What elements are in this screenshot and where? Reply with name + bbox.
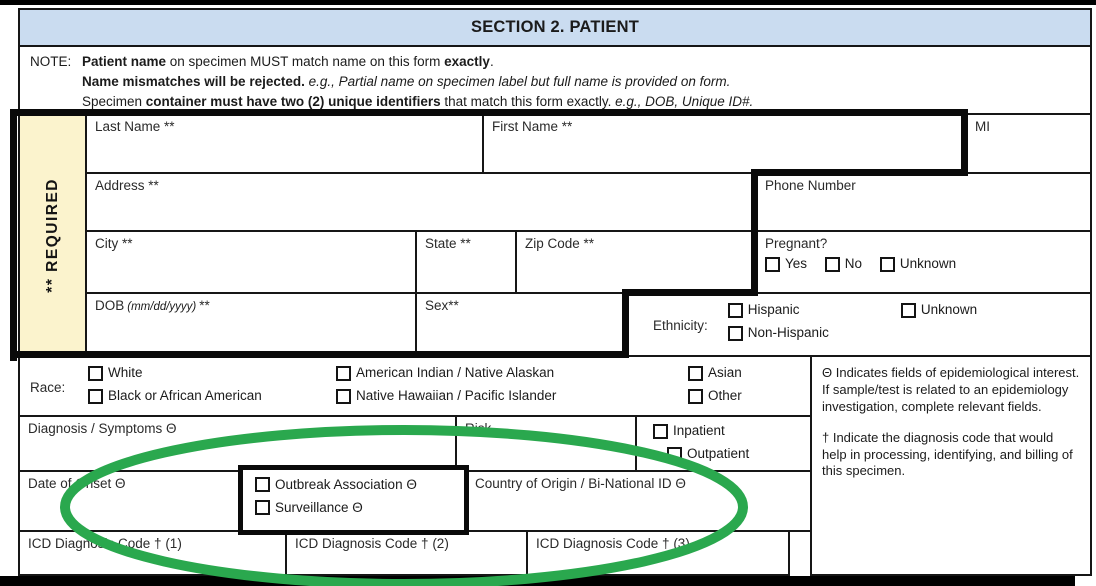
- zip-code-field[interactable]: [515, 230, 757, 294]
- country-of-origin-label: Country of Origin / Bi-National ID Θ: [475, 476, 686, 491]
- required-label: ** REQUIRED: [43, 177, 61, 293]
- date-of-onset-field[interactable]: [18, 470, 242, 532]
- race-other-option[interactable]: [688, 388, 742, 405]
- race-column-1: [88, 365, 336, 411]
- pregnant-unknown-checkbox-icon[interactable]: [880, 257, 895, 272]
- first-name-field[interactable]: [482, 113, 967, 174]
- required-border-top: [10, 109, 968, 116]
- ethnicity-hispanic-column: [728, 302, 829, 348]
- required-border-step-2: [622, 289, 758, 296]
- icd-code-3-field[interactable]: [526, 530, 790, 576]
- race-field: [18, 355, 812, 417]
- race-white-option[interactable]: [88, 365, 336, 382]
- city-field[interactable]: [85, 230, 417, 294]
- outbreak-association-label: Outbreak Association Θ: [275, 477, 417, 492]
- ethnicity-non-hispanic-checkbox-icon[interactable]: [728, 326, 743, 341]
- note-line3-text1: Specimen: [82, 93, 146, 109]
- pregnant-unknown-option[interactable]: [880, 256, 956, 273]
- dob-label: DOB: [95, 298, 125, 313]
- race-other-label: Other: [708, 387, 742, 403]
- note-line2-italic: e.g., Partial name on specimen label but full name is provided on form.: [304, 73, 731, 89]
- ethnicity-hispanic-checkbox-icon[interactable]: [728, 303, 743, 318]
- note-line-1: [82, 54, 1080, 71]
- race-asian-option[interactable]: [688, 365, 742, 382]
- note-line2-bold: Name mismatches will be rejected.: [82, 73, 305, 89]
- pregnant-label: Pregnant?: [765, 236, 828, 251]
- risk-field[interactable]: [455, 415, 637, 472]
- patient-status-field: [635, 415, 812, 472]
- note-body: [82, 54, 1080, 109]
- pregnant-yes-label: Yes: [785, 255, 808, 271]
- outpatient-label: Outpatient: [687, 445, 750, 461]
- middle-initial-label: MI: [975, 119, 990, 134]
- required-border-right-middle: [751, 169, 758, 296]
- note-line3-italic: e.g., DOB, Unique ID#.: [615, 93, 754, 109]
- first-name-label: First Name **: [492, 119, 573, 134]
- pregnant-field: [755, 230, 1092, 294]
- dob-field[interactable]: [85, 292, 417, 357]
- race-american-indian-option[interactable]: [336, 365, 688, 382]
- race-asian-label: Asian: [708, 365, 742, 380]
- note-label: NOTE:: [30, 54, 72, 69]
- race-black-option[interactable]: [88, 388, 336, 405]
- pregnant-unknown-label: Unknown: [899, 255, 957, 271]
- outbreak-surveillance-box: [238, 465, 469, 535]
- bottom-rule: [0, 576, 1075, 586]
- note-box: [18, 45, 1092, 115]
- top-rule: [0, 0, 1096, 5]
- surveillance-checkbox-icon[interactable]: [255, 500, 270, 515]
- last-name-label: Last Name **: [95, 119, 175, 134]
- ethnicity-unknown-checkbox-icon[interactable]: [901, 303, 916, 318]
- race-label: Race:: [30, 379, 66, 395]
- race-american-indian-label: American Indian / Native Alaskan: [356, 365, 555, 380]
- sidebar-notes: [810, 355, 1092, 576]
- icd-code-1-label: ICD Diagnosis Code † (1): [28, 536, 182, 551]
- zip-code-label: Zip Code **: [525, 236, 595, 251]
- state-field[interactable]: [415, 230, 517, 294]
- dob-required-mark: **: [199, 298, 210, 313]
- required-border-step-1: [751, 169, 968, 176]
- icd-code-2-label: ICD Diagnosis Code † (2): [295, 536, 449, 551]
- note-line3-text2: that match this form exactly.: [440, 93, 616, 109]
- outbreak-association-checkbox-icon[interactable]: [255, 477, 270, 492]
- race-column-3: [688, 365, 742, 411]
- ethnicity-hispanic-option[interactable]: [728, 302, 829, 319]
- address-label: Address **: [95, 178, 159, 193]
- ethnicity-label: Ethnicity:: [653, 318, 708, 334]
- phone-number-field[interactable]: [755, 172, 1092, 232]
- diagnosis-symptoms-field[interactable]: [18, 415, 457, 472]
- last-name-field[interactable]: [85, 113, 484, 174]
- race-native-hawaiian-label: Native Hawaiian / Pacific Islander: [356, 387, 557, 403]
- race-black-label: Black or African American: [108, 387, 262, 403]
- phone-number-label: Phone Number: [765, 178, 856, 193]
- note-line1-text: on specimen MUST match name on this form: [166, 54, 445, 69]
- dob-format-hint: (mm/dd/yyyy): [127, 301, 197, 313]
- note-line1-bold2: exactly: [444, 54, 490, 69]
- race-column-2: [336, 365, 688, 411]
- required-border-right-upper: [961, 109, 968, 176]
- risk-label: Risk: [465, 421, 492, 436]
- race-black-checkbox-icon[interactable]: [88, 389, 103, 404]
- surveillance-label: Surveillance Θ: [275, 500, 363, 515]
- pregnant-no-checkbox-icon[interactable]: [825, 257, 840, 272]
- address-field[interactable]: [85, 172, 757, 232]
- section-header: [18, 8, 1092, 47]
- ethnicity-non-hispanic-label: Non-Hispanic: [747, 324, 829, 340]
- race-asian-checkbox-icon[interactable]: [688, 366, 703, 381]
- race-white-checkbox-icon[interactable]: [88, 366, 103, 381]
- note-line1-period: .: [489, 54, 494, 69]
- outpatient-option[interactable]: [667, 446, 802, 463]
- note-line-2: [82, 74, 1080, 91]
- icd-code-1-field[interactable]: [18, 530, 287, 576]
- icd-code-2-field[interactable]: [285, 530, 528, 576]
- pregnant-no-label: No: [844, 255, 863, 271]
- city-label: City **: [95, 236, 133, 251]
- date-of-onset-label: Date of Onset Θ: [28, 476, 126, 491]
- race-native-hawaiian-checkbox-icon[interactable]: [336, 389, 351, 404]
- required-border-bottom: [10, 351, 629, 358]
- ethnicity-unknown-option[interactable]: [901, 302, 977, 319]
- section-title: SECTION 2. PATIENT: [470, 18, 639, 37]
- pregnant-yes-checkbox-icon[interactable]: [765, 257, 780, 272]
- note-line3-bold: container must have two (2) unique identifiers: [145, 93, 441, 109]
- required-border-left: [10, 109, 17, 361]
- sex-label: Sex**: [425, 298, 459, 313]
- race-white-label: White: [108, 365, 143, 380]
- theta-note: Θ Indicates fields of epidemiological interest. If sample/test is related to an epidemiology investigation, complete relevant fields.: [822, 365, 1080, 414]
- outpatient-checkbox-icon[interactable]: [667, 447, 682, 462]
- pregnant-yes-option[interactable]: [765, 256, 807, 273]
- ethnicity-unknown-label: Unknown: [920, 302, 978, 317]
- race-native-hawaiian-option[interactable]: [336, 388, 688, 405]
- ethnicity-non-hispanic-option[interactable]: [728, 325, 829, 342]
- diagnosis-symptoms-label: Diagnosis / Symptoms Θ: [28, 421, 177, 436]
- state-label: State **: [425, 236, 471, 251]
- ethnicity-field: [625, 292, 1092, 357]
- surveillance-option[interactable]: [255, 500, 452, 515]
- pregnant-no-option[interactable]: [825, 256, 862, 273]
- dagger-note: † Indicate the diagnosis code that would help in processing, identifying, and billing of this specimen.: [822, 429, 1073, 479]
- required-border-right-lower: [622, 289, 629, 358]
- inpatient-option[interactable]: [653, 423, 802, 440]
- country-of-origin-field[interactable]: [465, 470, 812, 532]
- outbreak-association-option[interactable]: [255, 477, 452, 492]
- icd-code-3-label: ICD Diagnosis Code † (3): [536, 536, 690, 551]
- race-american-indian-checkbox-icon[interactable]: [336, 366, 351, 381]
- race-other-checkbox-icon[interactable]: [688, 389, 703, 404]
- ethnicity-hispanic-label: Hispanic: [747, 302, 800, 317]
- note-line1-bold1: Patient name: [82, 54, 167, 69]
- required-strip: [18, 113, 87, 357]
- inpatient-checkbox-icon[interactable]: [653, 424, 668, 439]
- sex-field[interactable]: [415, 292, 627, 357]
- middle-initial-field[interactable]: [965, 113, 1092, 174]
- inpatient-label: Inpatient: [673, 423, 725, 438]
